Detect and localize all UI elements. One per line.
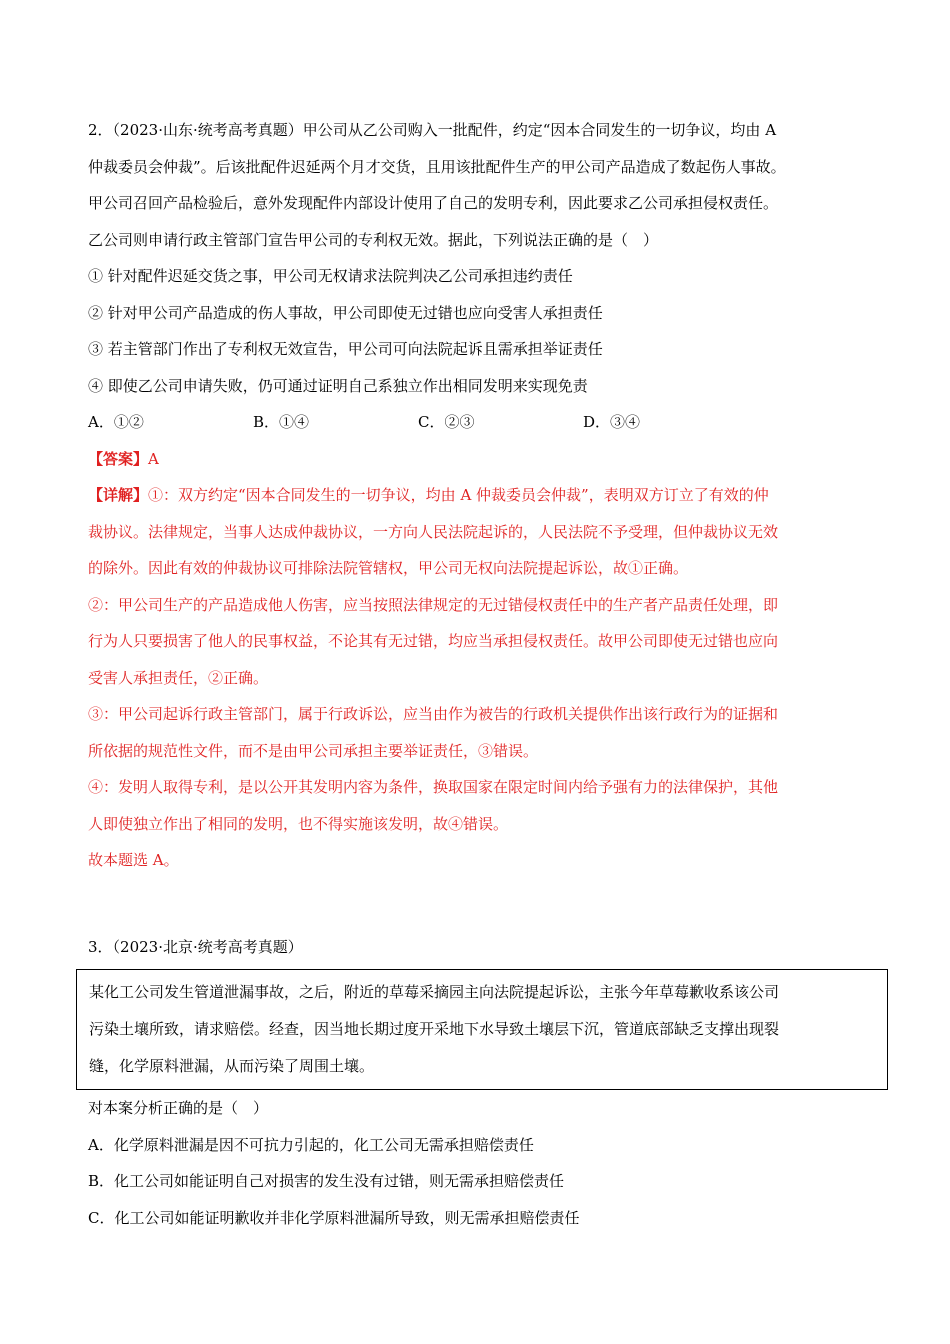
detail-line: ②：甲公司生产的产品造成他人伤害，应当按照法律规定的无过错侵权责任中的生产者产品责任处理，即 [88,595,779,614]
statement-4: ④ 即使乙公司申请失败，仍可通过证明自己系独立作出相同发明来实现免责 [88,376,588,395]
question-3-prompt: 对本案分析正确的是（ ） [88,1099,269,1117]
question-2-stem-line: 仲裁委员会仲裁”。后该批配件迟延两个月才交货，且用该批配件生产的甲公司产品造成了数起伤人事故。 [88,157,786,176]
detail-line: ③：甲公司起诉行政主管部门，属于行政诉讼，应当由作为被告的行政机关提供作出该行政行为的证据和 [88,705,779,723]
question-2 [88,112,878,879]
detail-line: 人即使独立作出了相同的发明，也不得实施该发明，故④错误。 [88,814,509,833]
option-a: A．化学原料泄漏是因不可抗力引起的，化工公司无需承担赔偿责任 [88,1135,534,1154]
question-3 [88,929,878,1237]
answer-value: A [148,449,159,468]
detail-line: 的除外。因此有效的仲裁协议可排除法院管辖权，甲公司无权向法院提起诉讼，故①正确。 [88,559,689,577]
option-c: C．②③ [418,413,475,431]
answer-tag: 【答案】 [88,449,149,468]
answer-line [88,441,878,478]
question-3-header: 3．（2023·北京·统考高考真题） [88,937,303,956]
detail-tag: 【详解】 [88,486,149,504]
question-2-options [88,404,878,441]
detail-line [88,477,878,514]
detail-conclusion: 故本题选 A。 [88,851,179,869]
statement-3: ③ 若主管部门作出了专利权无效宣告，甲公司可向法院起诉且需承担举证责任 [88,340,603,358]
detail-text: ①：双方约定“因本合同发生的一切争议，均由 A 仲裁委员会仲裁”，表明双方订立了有效的仲 [148,486,769,504]
option-d: D．③④ [583,413,641,431]
material-box [76,969,888,1090]
option-b: B．①④ [253,413,310,431]
material-line: 污染土壤所致，请求赔偿。经查，因当地长期过度开采地下水导致土壤层下沉，管道底部缺乏支撑出现裂 [89,1020,780,1038]
question-2-stem-line: 乙公司则申请行政主管部门宣告甲公司的专利权无效。据此，下列说法正确的是（ ） [88,230,659,249]
detail-line: ④：发明人取得专利，是以公开其发明内容为条件，换取国家在限定时间内给予强有力的法律保护，其他 [88,778,779,796]
section-gap [88,879,878,929]
option-a: A．①② [88,413,144,431]
detail-line: 受害人承担责任，②正确。 [88,668,269,687]
option-b: B．化工公司如能证明自己对损害的发生没有过错，则无需承担赔偿责任 [88,1172,565,1190]
question-2-stem-line: 2．（2023·山东·统考高考真题）甲公司从乙公司购入一批配件，约定“因本合同发生的一切争议，均由 A [88,121,777,139]
document-page [88,112,878,1236]
material-line: 某化工公司发生管道泄漏事故，之后，附近的草莓采摘园主向法院提起诉讼，主张今年草莓歉收系该公司 [89,983,780,1001]
detail-line: 所依据的规范性文件，而不是由甲公司承担主要举证责任，③错误。 [88,741,539,760]
question-2-stem-line: 甲公司召回产品检验后，意外发现配件内部设计使用了自己的发明专利，因此要求乙公司承担侵权责任。 [88,194,779,212]
detail-line: 裁协议。法律规定，当事人达成仲裁协议，一方向人民法院起诉的，人民法院不予受理，但仲裁协议无效 [88,522,779,541]
statement-2: ② 针对甲公司产品造成的伤人事故，甲公司即使无过错也应向受害人承担责任 [88,303,603,322]
material-line: 缝，化学原料泄漏，从而污染了周围土壤。 [89,1057,375,1075]
statement-1: ① 针对配件迟延交货之事，甲公司无权请求法院判决乙公司承担违约责任 [88,267,573,285]
option-c: C．化工公司如能证明歉收并非化学原料泄漏所导致，则无需承担赔偿责任 [88,1208,580,1227]
detail-line: 行为人只要损害了他人的民事权益，不论其有无过错，均应当承担侵权责任。故甲公司即使无过错也应向 [88,632,779,650]
